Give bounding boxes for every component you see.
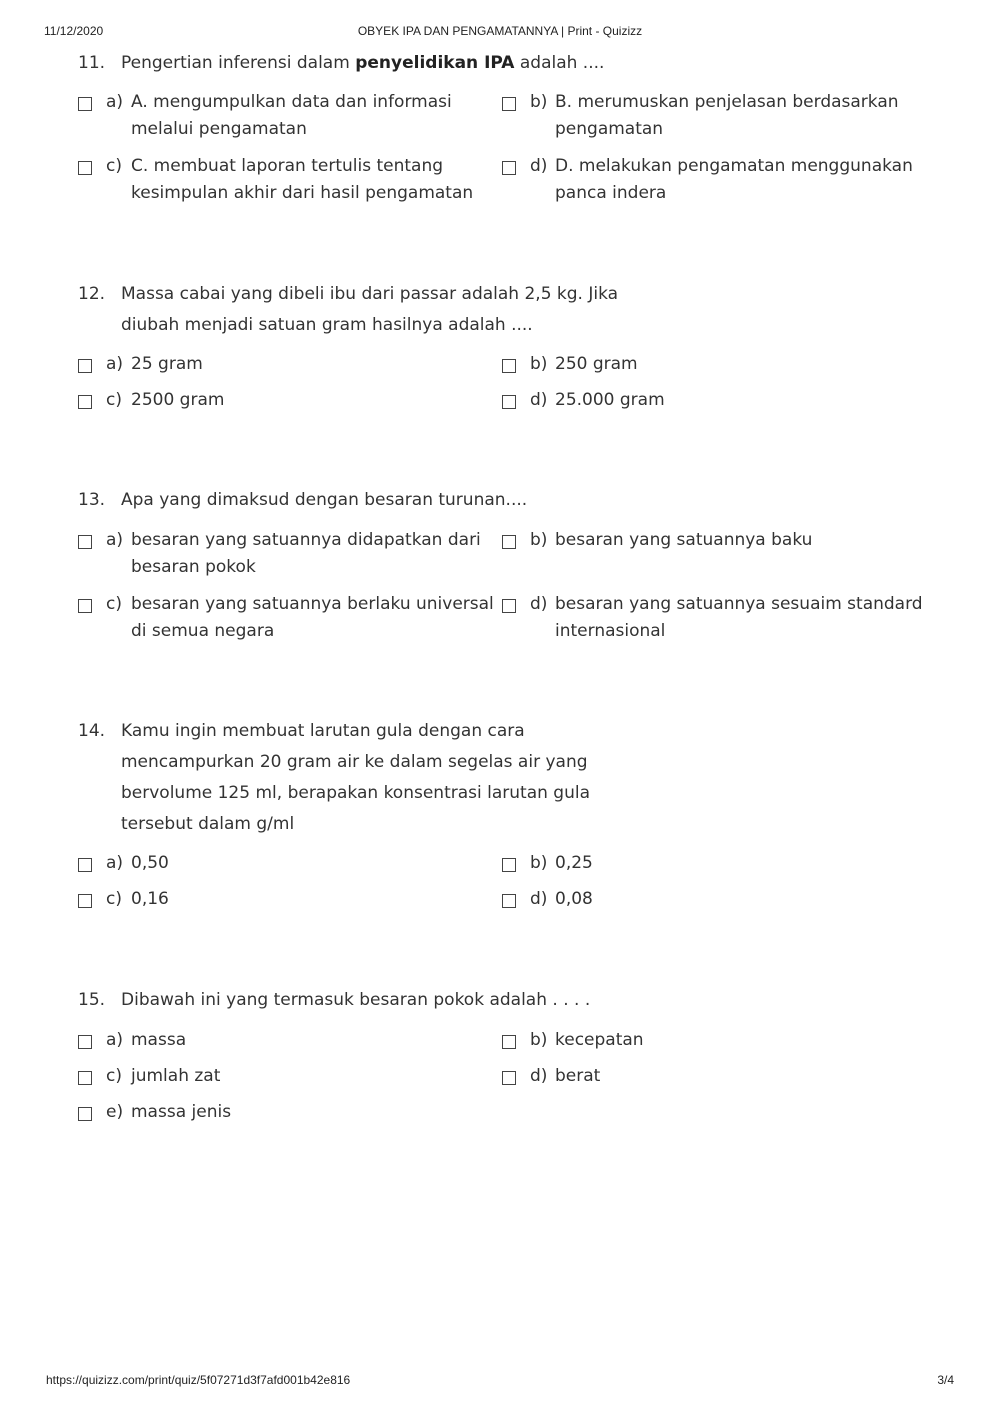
checkbox[interactable] (78, 599, 92, 613)
checkbox[interactable] (78, 1071, 92, 1085)
option-letter: a) (106, 1030, 124, 1050)
checkbox[interactable] (78, 894, 92, 908)
question-number: 13. (78, 490, 106, 510)
option-letter: c) (106, 1066, 122, 1086)
checkbox[interactable] (502, 359, 516, 373)
checkbox[interactable] (78, 1035, 92, 1049)
option-line: C. membuat laporan tertulis tentang (131, 156, 444, 176)
question-text (121, 48, 604, 79)
option-letter: d) (530, 889, 548, 909)
option-text: 0,25 (555, 853, 593, 873)
option-text (131, 591, 511, 645)
option-line: A. mengumpulkan data dan informasi (131, 92, 452, 112)
option-text: kecepatan (555, 1030, 644, 1050)
question-number: 14. (78, 721, 106, 741)
checkbox[interactable] (502, 599, 516, 613)
option-text (131, 89, 511, 143)
option-letter: d) (530, 1066, 548, 1086)
checkbox[interactable] (78, 359, 92, 373)
option-text: 25 gram (131, 354, 203, 374)
option-letter: e) (106, 1102, 124, 1122)
option-letter: d) (530, 390, 548, 410)
question-line: bervolume 125 ml, berapakan konsentrasi larutan gula (121, 783, 591, 803)
option-letter: b) (530, 354, 548, 374)
option-text (555, 89, 975, 143)
question-text: Dibawah ini yang termasuk besaran pokok adalah . . . . (121, 990, 591, 1010)
option-text: jumlah zat (131, 1066, 221, 1086)
option-line: internasional (555, 621, 666, 641)
option-letter: a) (106, 853, 124, 873)
option-letter: c) (106, 594, 122, 614)
print-date: 11/12/2020 (44, 24, 104, 38)
option-text: 25.000 gram (555, 390, 665, 410)
option-text: 250 gram (555, 354, 638, 374)
option-text: massa (131, 1030, 187, 1050)
question-number: 12. (78, 284, 106, 304)
option-text: 0,08 (555, 889, 593, 909)
checkbox[interactable] (78, 395, 92, 409)
page-number: 3/4 (937, 1373, 954, 1387)
option-line: besaran pokok (131, 557, 256, 577)
checkbox[interactable] (78, 535, 92, 549)
option-letter: d) (530, 156, 548, 176)
question-line: tersebut dalam g/ml (121, 814, 295, 834)
option-letter: a) (106, 354, 124, 374)
checkbox[interactable] (78, 161, 92, 175)
question-text: Apa yang dimaksud dengan besaran turunan.... (121, 490, 528, 510)
option-line: di semua negara (131, 621, 275, 641)
question-line: Massa cabai yang dibeli ibu dari passar adalah 2,5 kg. Jika (121, 284, 619, 304)
option-text (555, 153, 975, 207)
option-line: besaran yang satuannya sesuaim standard (555, 594, 923, 614)
checkbox[interactable] (502, 894, 516, 908)
option-letter: b) (530, 1030, 548, 1050)
checkbox[interactable] (502, 395, 516, 409)
print-url: https://quizizz.com/print/quiz/5f07271d3f7afd001b42e816 (46, 1373, 351, 1387)
question-line: Kamu ingin membuat larutan gula dengan cara (121, 721, 525, 741)
option-line: melalui pengamatan (131, 119, 307, 139)
option-line: B. merumuskan penjelasan berdasarkan (555, 92, 899, 112)
option-text: massa jenis (131, 1102, 232, 1122)
option-letter: a) (106, 530, 124, 550)
print-header (0, 24, 1000, 40)
checkbox[interactable] (502, 1035, 516, 1049)
option-line: D. melakukan pengamatan menggunakan (555, 156, 913, 176)
checkbox[interactable] (502, 97, 516, 111)
question-line: mencampurkan 20 gram air ke dalam segelas air yang (121, 752, 588, 772)
option-line: pengamatan (555, 119, 664, 139)
checkbox[interactable] (78, 858, 92, 872)
option-text: berat (555, 1066, 601, 1086)
option-text (131, 527, 511, 581)
option-letter: c) (106, 156, 122, 176)
question-number: 15. (78, 990, 106, 1010)
option-letter: c) (106, 889, 122, 909)
checkbox[interactable] (502, 535, 516, 549)
option-letter: b) (530, 853, 548, 873)
option-text: 0,16 (131, 889, 169, 909)
option-text (555, 591, 975, 645)
checkbox[interactable] (502, 1071, 516, 1085)
option-line: besaran yang satuannya didapatkan dari (131, 530, 481, 550)
option-letter: c) (106, 390, 122, 410)
option-letter: a) (106, 92, 124, 112)
question-number: 11. (78, 53, 106, 73)
option-line: panca indera (555, 183, 667, 203)
question-text-part: adalah .... (514, 53, 605, 73)
option-text: besaran yang satuannya baku (555, 530, 813, 550)
option-text: 2500 gram (131, 390, 225, 410)
option-letter: d) (530, 594, 548, 614)
question-text (121, 716, 590, 840)
question-text-bold: penyelidikan IPA (355, 53, 515, 73)
question-text-part: Pengertian inferensi dalam (121, 53, 356, 73)
checkbox[interactable] (502, 161, 516, 175)
option-letter: b) (530, 92, 548, 112)
option-letter: b) (530, 530, 548, 550)
question-text (121, 279, 618, 341)
print-footer (0, 1373, 1000, 1389)
question-line: diubah menjadi satuan gram hasilnya adalah .... (121, 315, 533, 335)
checkbox[interactable] (502, 858, 516, 872)
option-line: besaran yang satuannya berlaku universal (131, 594, 494, 614)
option-line: kesimpulan akhir dari hasil pengamatan (131, 183, 474, 203)
checkbox[interactable] (78, 97, 92, 111)
option-text (131, 153, 511, 207)
option-text: 0,50 (131, 853, 169, 873)
checkbox[interactable] (78, 1107, 92, 1121)
print-title: OBYEK IPA DAN PENGAMATANNYA | Print - Quizizz (357, 24, 643, 38)
